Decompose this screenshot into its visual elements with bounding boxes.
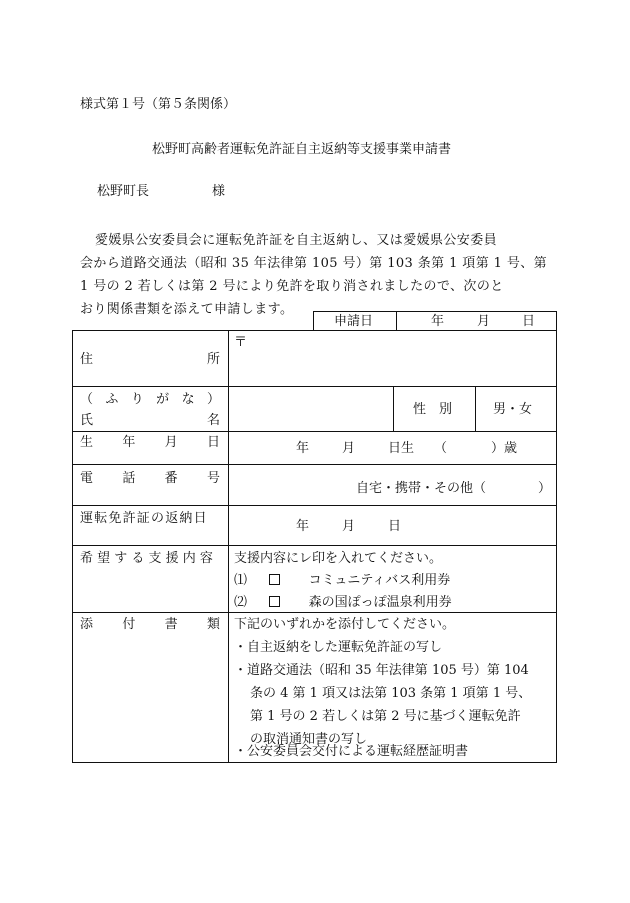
return-date-label: 運転免許証の返納日 bbox=[80, 511, 208, 526]
address-label: 住 所 bbox=[80, 352, 220, 367]
table-right-border bbox=[556, 311, 557, 763]
dob-month: 月 bbox=[342, 441, 356, 456]
attachments-label: 添 付 書 類 bbox=[80, 617, 220, 632]
attachment-item: 条の 4 第 1 項又は法第 103 条第 1 項第 1 号、 bbox=[250, 686, 532, 701]
checkbox-icon[interactable] bbox=[269, 574, 280, 585]
date-row-left-border bbox=[313, 311, 314, 331]
dob-age-close: ）歳 bbox=[491, 441, 518, 456]
table-label-divider bbox=[228, 330, 229, 763]
table-line bbox=[72, 505, 557, 506]
name-field[interactable] bbox=[230, 388, 392, 430]
document-title: 松野町高齢者運転免許証自主返納等支援事業申請書 bbox=[152, 142, 452, 157]
attachment-item: ・道路交通法（昭和 35 年法律第 105 号）第 104 bbox=[234, 663, 529, 678]
gender-label: 性 別 bbox=[413, 402, 453, 417]
application-date-day: 日 bbox=[522, 314, 536, 329]
addressee: 松野町長 bbox=[97, 184, 150, 199]
attachment-item: 第 1 号の 2 若しくは第 2 号に基づく運転免許 bbox=[250, 709, 521, 724]
dob-year: 年 bbox=[296, 441, 310, 456]
checkbox-icon[interactable] bbox=[269, 596, 280, 607]
application-date-year: 年 bbox=[431, 314, 445, 329]
body-line: おり関係書類を添えて申請します。 bbox=[80, 302, 294, 317]
body-line: 愛媛県公安委員会に運転免許証を自主返納し、又は愛媛県公安委員 bbox=[95, 233, 498, 248]
dob-day-birth: 日生 bbox=[388, 441, 415, 456]
phone-types[interactable]: 自宅・携帯・その他（ ） bbox=[356, 481, 552, 496]
body-line: 1 号の 2 若しくは第 2 号により免許を取り消されましたので、次のと bbox=[80, 279, 504, 294]
table-line bbox=[72, 386, 557, 387]
table-line bbox=[72, 612, 557, 613]
addressee-suffix: 様 bbox=[212, 184, 226, 199]
gender-options[interactable]: 男・女 bbox=[493, 402, 533, 417]
attachment-item: ・公安委員会交付による運転経歴証明書 bbox=[234, 744, 469, 759]
table-line bbox=[72, 545, 557, 546]
table-bottom-border bbox=[72, 762, 557, 763]
name-label: 氏 名 bbox=[80, 413, 220, 428]
attachments-instruction: 下記のいずれかを添付してください。 bbox=[234, 617, 456, 632]
support-option-2[interactable]: ⑵ 森の国ぽっぽ温泉利用券 bbox=[234, 595, 452, 610]
body-line: 会から道路交通法（昭和 35 年法律第 105 号）第 103 条第 1 項第 1 号、第 bbox=[80, 256, 548, 271]
attachment-item: ・自主返納をした運転免許証の写し bbox=[234, 640, 443, 655]
postal-mark: 〒 bbox=[234, 335, 248, 350]
return-year: 年 bbox=[296, 519, 310, 534]
date-row-top-border bbox=[313, 311, 557, 312]
furigana-label: （ ふ り が な ） bbox=[80, 392, 220, 407]
return-day: 日 bbox=[388, 519, 402, 534]
dob-age-open: （ bbox=[434, 441, 448, 456]
date-row-divider bbox=[396, 311, 397, 331]
address-field[interactable] bbox=[230, 332, 555, 385]
gender-label-divider bbox=[393, 386, 394, 431]
return-month: 月 bbox=[342, 519, 356, 534]
support-label: 希 望 す る 支 援 内 容 bbox=[80, 551, 213, 566]
table-left-border bbox=[72, 330, 73, 763]
application-date-month: 月 bbox=[477, 314, 491, 329]
table-top-border bbox=[72, 330, 557, 331]
support-option-1[interactable]: ⑴ コミュニティバス利用券 bbox=[234, 573, 451, 588]
application-date-label: 申請日 bbox=[334, 314, 374, 329]
form-number: 様式第１号（第５条関係） bbox=[80, 97, 237, 112]
table-line bbox=[72, 431, 557, 432]
table-line bbox=[72, 464, 557, 465]
support-instruction: 支援内容にレ印を入れてください。 bbox=[234, 551, 443, 566]
attachment-item: の取消通知書の写し bbox=[250, 732, 368, 747]
gender-value-divider bbox=[475, 386, 476, 431]
dob-label: 生 年 月 日 bbox=[80, 435, 220, 450]
phone-label: 電 話 番 号 bbox=[80, 471, 220, 486]
